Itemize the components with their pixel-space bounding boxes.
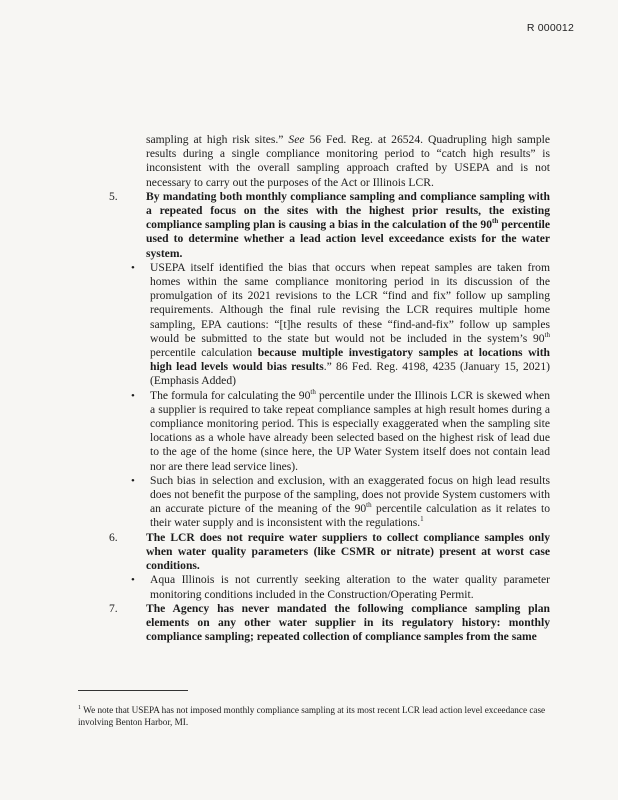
page-identifier: R 000012 bbox=[526, 22, 574, 34]
document-body bbox=[109, 133, 551, 644]
b3-text-b: percentile calculation as it relates to their water supply and is inconsistent with the regulations. bbox=[150, 502, 550, 530]
item-5-heading-a: By mandating both monthly compliance sampling and compliance sampling with a repeated focus on the sites with the highest prior results, the existing compliance sampling plan is causing a bias in the calculation of the 90 bbox=[146, 189, 550, 232]
b3-text-a: Such bias in selection and exclusion, with an exaggerated focus on high lead results does not benefit the purpose of the sampling, does not provide System customers with an accurate picture of the meaning of the 90 bbox=[150, 473, 550, 516]
footnote-1 bbox=[78, 705, 550, 728]
item-7 bbox=[109, 601, 550, 645]
item-5 bbox=[109, 189, 550, 261]
item-6-heading: The LCR does not require water suppliers to collect compliance samples only when water quality parameters (like CSMR or nitrate) present at worst case conditions. bbox=[146, 530, 550, 573]
b2-text-a: The formula for calculating the 90 bbox=[150, 388, 311, 402]
b1-emphasis: because multiple investigatory samples at locations with high lead levels would bias results bbox=[150, 346, 551, 374]
item-5-number: 5. bbox=[109, 189, 118, 203]
item-6 bbox=[109, 530, 550, 574]
item-6-number: 6. bbox=[109, 530, 118, 544]
item-7-heading: The Agency has never mandated the following compliance sampling plan elements on any other water supplier in its regulatory history: monthly compliance sampling; repeated collection of compliance samples from the same bbox=[146, 601, 550, 644]
intro-citation: See bbox=[288, 133, 305, 146]
item-5-heading-sup: th bbox=[492, 217, 499, 226]
b3-sup: th bbox=[366, 501, 372, 510]
footnote-marker: 1 bbox=[78, 705, 81, 712]
intro-text-2: 56 Fed. Reg. at 26524. Quadrupling high sample results during a single compliance monitoring period to “catch high results” is inconsistent with the overall sampling approach crafted by USEPA and is not necessary to carry out the purposes of the Act or Illinois LCR. bbox=[146, 133, 550, 189]
b2-text-b: percentile under the Illinois LCR is skewed when a supplier is required to take repeat compliance samples at high result homes during a compliance monitoring period. This is especially exaggerated when the sampling site locations as a whole have already been selected based on the highest risk of lead due to the age of the home (since here, the UP Water System itself does not contain lead nor are there lead service lines). bbox=[150, 388, 550, 473]
item-6-bullet-1-text: Aqua Illinois is not currently seeking alteration to the water quality parameter monitoring conditions included in the Construction/Operating Permit. bbox=[150, 573, 550, 601]
item-5-bullet-3 bbox=[131, 473, 550, 531]
item-5-bullet-2 bbox=[131, 387, 550, 474]
item-7-number: 7. bbox=[109, 601, 118, 615]
b1-sup: th bbox=[544, 330, 550, 339]
item-5-bullet-1 bbox=[131, 260, 551, 389]
bullet-icon: • bbox=[131, 261, 135, 274]
b1-text-c: .” 86 Fed. Reg. 4198, 4235 (January 15, 2021) (Emphasis Added) bbox=[150, 360, 550, 388]
item-6-bullet-1 bbox=[131, 573, 550, 601]
intro-text-1: sampling at high risk sites.” bbox=[146, 133, 289, 146]
bullet-icon: • bbox=[131, 574, 135, 587]
footnote-divider bbox=[78, 690, 188, 691]
footnote-text: We note that USEPA has not imposed monthly compliance sampling at its most recent LCR lead action level exceedance case involving Benton Harbor, MI. bbox=[78, 705, 546, 727]
item-5-heading bbox=[146, 190, 550, 261]
footnote-ref-1: 1 bbox=[420, 515, 424, 524]
b1-text-a: USEPA itself identified the bias that occurs when repeat samples are taken from homes within the same compliance monitoring period in its discussion of the promulgation of its 2021 revisions to the LCR “find and fix” follow up sampling requirements. Although the final rule revising the LCR requires multiple home sampling, EPA cautions: “[t]he results of these “find-and-fix” follow up samples would be submitted to the state but would not be included in the system’s 90 bbox=[150, 260, 550, 345]
item-5-heading-b: percentile used to determine whether a lead action level exceedance exists for the water system. bbox=[146, 218, 550, 260]
b2-sup: th bbox=[310, 387, 316, 396]
bullet-icon: • bbox=[131, 389, 135, 402]
intro-paragraph bbox=[146, 133, 550, 190]
b1-text-b: percentile calculation bbox=[150, 346, 258, 360]
bullet-icon: • bbox=[131, 474, 135, 487]
item-6-bullets bbox=[112, 573, 550, 601]
item-5-bullets bbox=[112, 261, 550, 531]
